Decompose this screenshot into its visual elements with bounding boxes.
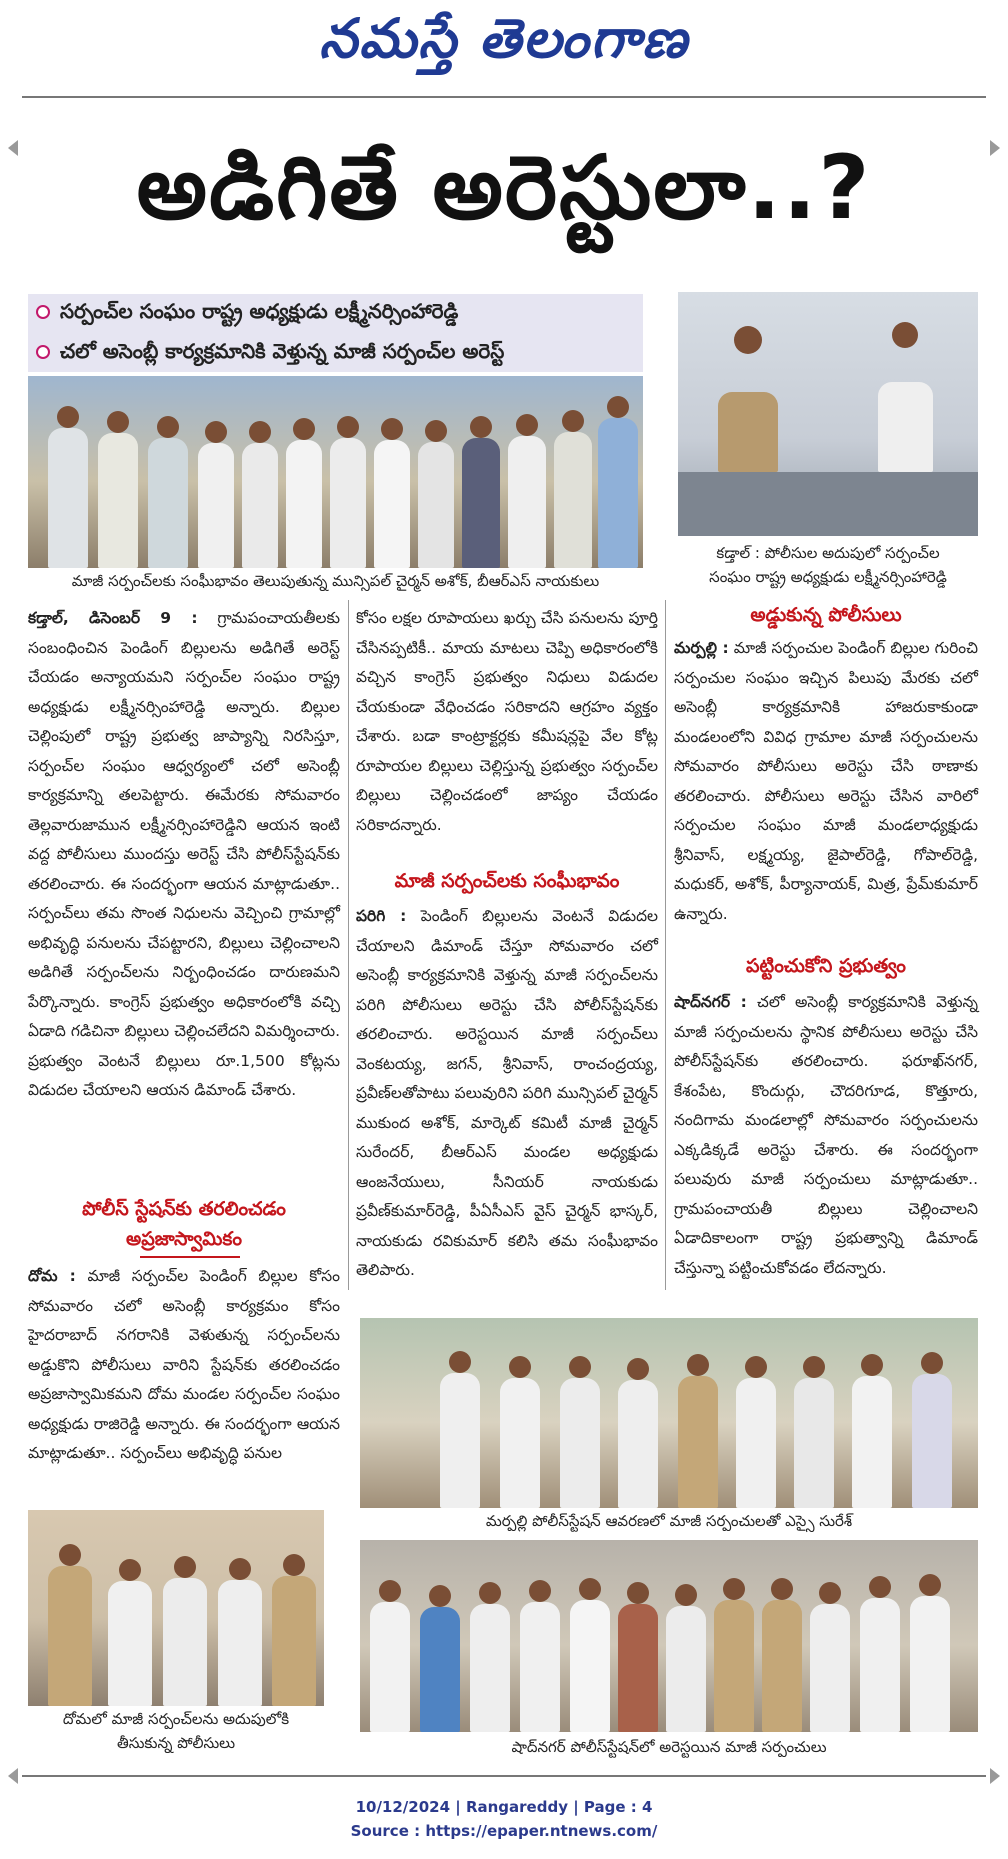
section-head-undemocratic: అప్రజాస్వామికం (126, 1228, 242, 1250)
dateline-marpalli: మర్పల్లి : (674, 639, 729, 657)
headline: అడిగితే అరెస్టులా..? (136, 136, 872, 239)
parigi-body (356, 902, 658, 1286)
masthead-rule (22, 96, 986, 98)
marpalli-text: మాజీ సర్పంచుల పెండింగ్ బిల్లుల గురించి సర్పంచుల సంఘం ఇచ్చిన పిలుపు మేరకు చలో అసెంబ్లీ కార్యక్రమానికి హాజరుకాకుండా మండలంలోని వివిధ గ్రామాల మాజీ సర్పంచులను సోమవారం పోలీసులు అరెస్టు చేసి ఠాణాకు తరలించారు. పోలీసులు అరెస్టు చేసిన వారిలో సర్పంచుల సంఘం మాజీ మండలాధ్యక్షుడు శ్రీనివాస్, లక్ష్మయ్య, జైపాల్‌రెడ్డి, గోపాల్‌రెడ్డి, మధుకర్, అశోక్, పీర్యానాయక్, మిత్ర, ప్రేమ్‌కుమార్ ఉన్నారు. (674, 639, 978, 923)
right-margin-arrow-icon (990, 140, 1000, 156)
section-head-police-station: పోలీస్ స్టేషన్‌కు తరలించడం (82, 1198, 286, 1220)
kaddal-police-photo (678, 292, 978, 536)
doma-police-photo (28, 1510, 324, 1706)
main-photo-caption: మాజీ సర్పంచ్‌లకు సంఘీభావం తెలుపుతున్న మున్సిపల్ చైర్మన్ అశోక్, బీఆర్‌ఎస్ నాయకులు (71, 572, 600, 590)
bottom-rule (22, 1775, 986, 1777)
column-2-body (356, 604, 658, 866)
bullet-icon (36, 305, 50, 319)
section-rule (140, 1256, 240, 1258)
column-divider (348, 600, 349, 1290)
footer-source-link[interactable]: Source : https://epaper.ntnews.com/ (350, 1822, 658, 1840)
bullet-icon (36, 345, 50, 359)
kaddal-caption-line-1: కడ్తాల్ : పోలీసుల అదుపులో సర్పంచ్‌ల (716, 544, 940, 562)
marpalli-photo-caption: మర్పల్లి పోలీస్‌స్టేషన్ ఆవరణలో మాజీ సర్పంచులతో ఎస్సై సురేశ్ (485, 1512, 853, 1530)
subhead-1: సర్పంచ్‌ల సంఘం రాష్ట్ర అధ్యక్షుడు లక్ష్మీనర్సింహారెడ్డి (60, 299, 459, 323)
shadnagar-text: చలో అసెంబ్లీ కార్యక్రమానికి వెళ్తున్న మాజీ సర్పంచులను స్థానిక పోలీసులు అరెస్టు చేసి పోలీస్‌స్టేషన్‌కు తరలించారు. ఫరూఖ్‌నగర్, కేశంపేట, కొందుర్గు, చౌదరిగూడ, కొత్తూరు, నందిగామ మండలాల్లో సోమవారం సర్పంచులను ఎక్కడిక్కడే అరెస్టు చేశారు. ఈ సందర్భంగా పలువురు మాజీ సర్పంచులు మాట్లాడుతూ.. గ్రామపంచాయతీ బిల్లులు చెల్లించాలని ఏడాదికాలంగా రాష్ట్ర ప్రభుత్వాన్ని డిమాండ్ చేస్తున్నా పట్టించుకోవడం లేదన్నారు. (674, 993, 978, 1277)
doma-caption-line-1: దోమలో మాజీ సర్పంచ్‌లను అదుపులోకి (62, 1710, 290, 1728)
doma-body (28, 1262, 340, 1500)
footer-date-edition: 10/12/2024 | Rangareddy | Page : 4 (355, 1798, 653, 1816)
doma-text: మాజీ సర్పంచ్‌ల పెండింగ్ బిల్లుల కోసం సోమవారం చలో అసెంబ్లీ కార్యక్రమం కోసం హైదరాబాద్ నగరానికి వెళుతున్న సర్పంచ్‌లను అడ్డుకొని పోలీసులు వారిని స్టేషన్‌కు తరలించడం అప్రజాస్వామికమని దోమ మండల సర్పంచ్‌ల సంఘం అధ్యక్షుడు రాజిరెడ్డి అన్నారు. ఈ సందర్భంగా ఆయన మాట్లాడుతూ.. సర్పంచ్‌లు అభివృద్ధి పనుల (28, 1267, 340, 1462)
right-margin-arrow-icon (990, 1768, 1000, 1784)
column-1-text: గ్రామపంచాయతీలకు సంబంధించిన పెండింగ్ బిల్లులను అడిగితే అరెస్ట్ చేయడం అన్యాయమని సర్పంచ్‌ల సంఘం రాష్ట్ర అధ్యక్షుడు లక్ష్మీనర్సింహారెడ్డి అన్నారు. బిల్లుల చెల్లింపులో రాష్ట్ర ప్రభుత్వ జాప్యాన్ని నిరసిస్తూ, సర్పంచ్‌ల సంఘం ఆధ్వర్యంలో చలో అసెంబ్లీ కార్యక్రమాన్ని తలపెట్టారు. ఈమేరకు సోమవారం తెల్లవారుజామున లక్ష్మీనర్సింహారెడ్డిని ఆయన ఇంటి వద్ద పోలీసులు ముందస్తు అరెస్ట్ చేసి పోలీస్‌స్టేషన్‌కు తరలించారు. ఈ సందర్భంగా ఆయన మాట్లాడుతూ.. సర్పంచ్‌లు తమ సొంత నిధులను వెచ్చించి గ్రామాల్లో అభివృద్ధి పనులను చేపట్టారని, బిల్లులు చెల్లించాలని అడిగితే సర్పంచ్‌లను నిర్బంధించడం దారుణమని పేర్కొన్నారు. కాంగ్రెస్ ప్రభుత్వం అధికారంలోకి వచ్చి ఏడాది గడిచినా బిల్లులు చెల్లించలేదని విమర్శించారు. ప్రభుత్వం వెంటనే బిల్లులు రూ.1,500 కోట్లను విడుదల చేయాలని ఆయన డిమాండ్ చేశారు. (28, 609, 340, 1099)
masthead (0, 6, 1008, 86)
shadnagar-body (674, 988, 978, 1288)
subhead-2: చలో అసెంబ్లీ కార్యక్రమానికి వెళ్తున్న మాజీ సర్పంచ్‌ల అరెస్ట్ (60, 339, 505, 363)
left-margin-arrow-icon (8, 140, 18, 156)
column-divider (665, 600, 666, 1290)
section-head-police-stopped: అడ్డుకున్న పోలీసులు (750, 604, 902, 626)
column-2-text: కోసం లక్షల రూపాయలు ఖర్చు చేసి పనులను పూర్తి చేసినప్పటికీ.. మాయ మాటలు చెప్పి అధికారంలోకి వచ్చిన కాంగ్రెస్ ప్రభుత్వం నిధులు విడుదల చేయకుండా వేధించడం సరికాదని ఆగ్రహం వ్యక్తం చేశారు. బడా కాంట్రాక్టర్లకు కమీషన్లపై వేల కోట్ల రూపాయల బిల్లులు చెల్లిస్తున్న ప్రభుత్వం సర్పంచ్‌ల బిల్లులు చెల్లించడంలో జాప్యం చేయడం సరికాదన్నారు. (356, 609, 658, 834)
column-1-body (28, 604, 340, 1174)
shadnagar-police-station-photo (360, 1540, 978, 1732)
masthead-title: నమస్తే తెలంగాణ (319, 6, 689, 70)
marpalli-police-station-photo (360, 1318, 978, 1508)
section-head-solidarity: మాజీ సర్పంచ్‌లకు సంఘీభావం (394, 870, 620, 892)
parigi-text: పెండింగ్ బిల్లులను వెంటనే విడుదల చేయాలని డిమాండ్ చేస్తూ సోమవారం చలో అసెంబ్లీ కార్యక్రమానికి వెళ్తున్న మాజీ సర్పంచ్‌లను పరిగి పోలీసులు అరెస్టు చేసి పోలీస్‌స్టేషన్‌కు తరలించారు. అరెస్టయిన మాజీ సర్పంచ్‌లు వెంకటయ్య, జగన్, శ్రీనివాస్, రాంచంద్రయ్య, ప్రవీణ్‌లతోపాటు పలువురిని పరిగి మున్సిపల్ చైర్మన్ ముకుంద అశోక్, మార్కెట్ కమిటీ మాజీ చైర్మన్ సురేందర్, బీఆర్‌ఎస్ మండల అధ్యక్షుడు ఆంజనేయులు, సీనియర్ నాయకుడు ప్రవీణ్‌కుమార్‌రెడ్డి, పీఏసీఎస్ వైస్ చైర్మన్ భాస్కర్, నాయకుడు రవికుమార్ కలిసి తమ సంఘీభావం తెలిపారు. (356, 907, 659, 1279)
dateline-shadnagar: షాద్‌నగర్ : (674, 993, 747, 1011)
doma-caption-line-2: తీసుకున్న పోలీసులు (116, 1734, 236, 1752)
section-head-govt-ignores: పట్టించుకోని ప్రభుత్వం (746, 955, 906, 977)
dateline-kaddal: కడ్తాల్, డిసెంబర్ 9 : (28, 609, 198, 627)
main-group-photo (28, 376, 643, 568)
shadnagar-photo-caption: షాద్‌నగర్ పోలీస్‌స్టేషన్‌లో అరెస్టయిన మాజీ సర్పంచులు (511, 1738, 827, 1756)
marpalli-body (674, 634, 978, 923)
dateline-doma: దోమ : (28, 1267, 76, 1285)
dateline-parigi: పరిగి : (356, 907, 407, 925)
kaddal-caption-line-2: సంఘం రాష్ట్ర అధ్యక్షుడు లక్ష్మీనర్సింహారెడ్డి (709, 568, 947, 586)
left-margin-arrow-icon (8, 1768, 18, 1784)
